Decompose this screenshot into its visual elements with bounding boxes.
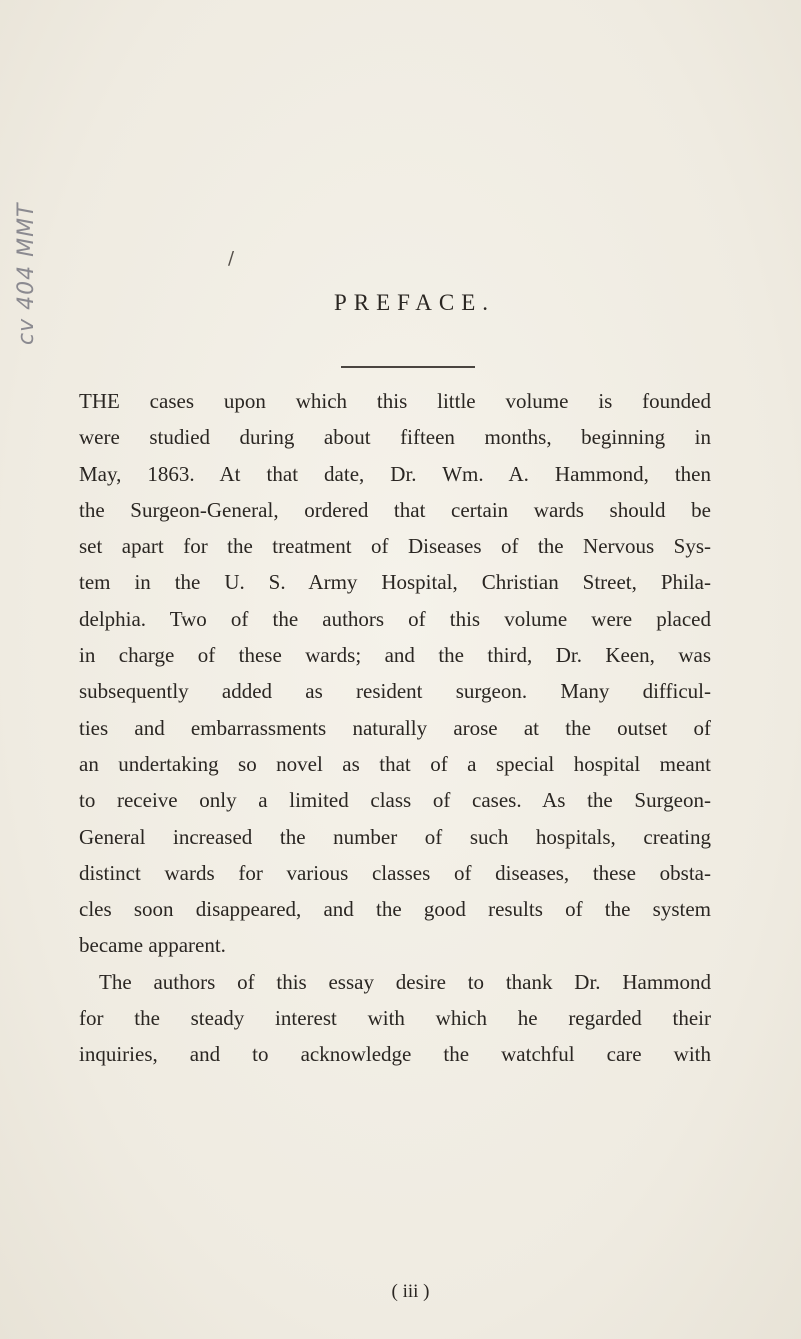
text-line: in charge of these wards; and the third, Dr. Keen, was bbox=[79, 643, 711, 668]
text-line: to receive only a limited class of cases. As the Surgeon- bbox=[79, 788, 711, 813]
text-line: The authors of this essay desire to thank Dr. Hammond bbox=[99, 969, 711, 994]
paragraph-2 bbox=[79, 964, 711, 1073]
page-number: ( iii ) bbox=[391, 1281, 430, 1302]
text-line: were studied during about fifteen months, beginning in bbox=[79, 425, 711, 450]
text-line: delphia. Two of the authors of this volume were placed bbox=[79, 606, 711, 631]
text-line: an undertaking so novel as that of a special hospital meant bbox=[79, 751, 711, 776]
text-line: cles soon disappeared, and the good results of the system bbox=[79, 897, 711, 922]
text-line: General increased the number of such hospitals, creating bbox=[79, 824, 711, 849]
margin-note-text: cv 404 MMT bbox=[14, 202, 39, 345]
text-line: the Surgeon-General, ordered that certain wards should be bbox=[79, 497, 711, 522]
text-line: for the steady interest with which he regarded their bbox=[79, 1006, 711, 1031]
text-line: May, 1863. At that date, Dr. Wm. A. Hammond, then bbox=[79, 461, 711, 486]
title-rule bbox=[341, 366, 475, 368]
text-line: distinct wards for various classes of diseases, these obsta- bbox=[79, 860, 711, 885]
text-line: tem in the U. S. Army Hospital, Christian Street, Phila- bbox=[79, 570, 711, 595]
stray-mark: / bbox=[228, 248, 235, 269]
text-line: ties and embarrassments naturally arose at the outset of bbox=[79, 715, 711, 740]
page-title: PREFACE. bbox=[333, 290, 496, 315]
paragraph-1 bbox=[79, 383, 711, 964]
text-line: became apparent. bbox=[79, 933, 226, 958]
text-line: subsequently added as resident surgeon. Many difficul- bbox=[79, 679, 711, 704]
text-line: THE cases upon which this little volume is founded bbox=[79, 389, 711, 413]
text-line: set apart for the treatment of Diseases of the Nervous Sys- bbox=[79, 534, 711, 559]
body-text bbox=[79, 383, 711, 1073]
text-line: inquiries, and to acknowledge the watchful care with bbox=[79, 1042, 711, 1067]
